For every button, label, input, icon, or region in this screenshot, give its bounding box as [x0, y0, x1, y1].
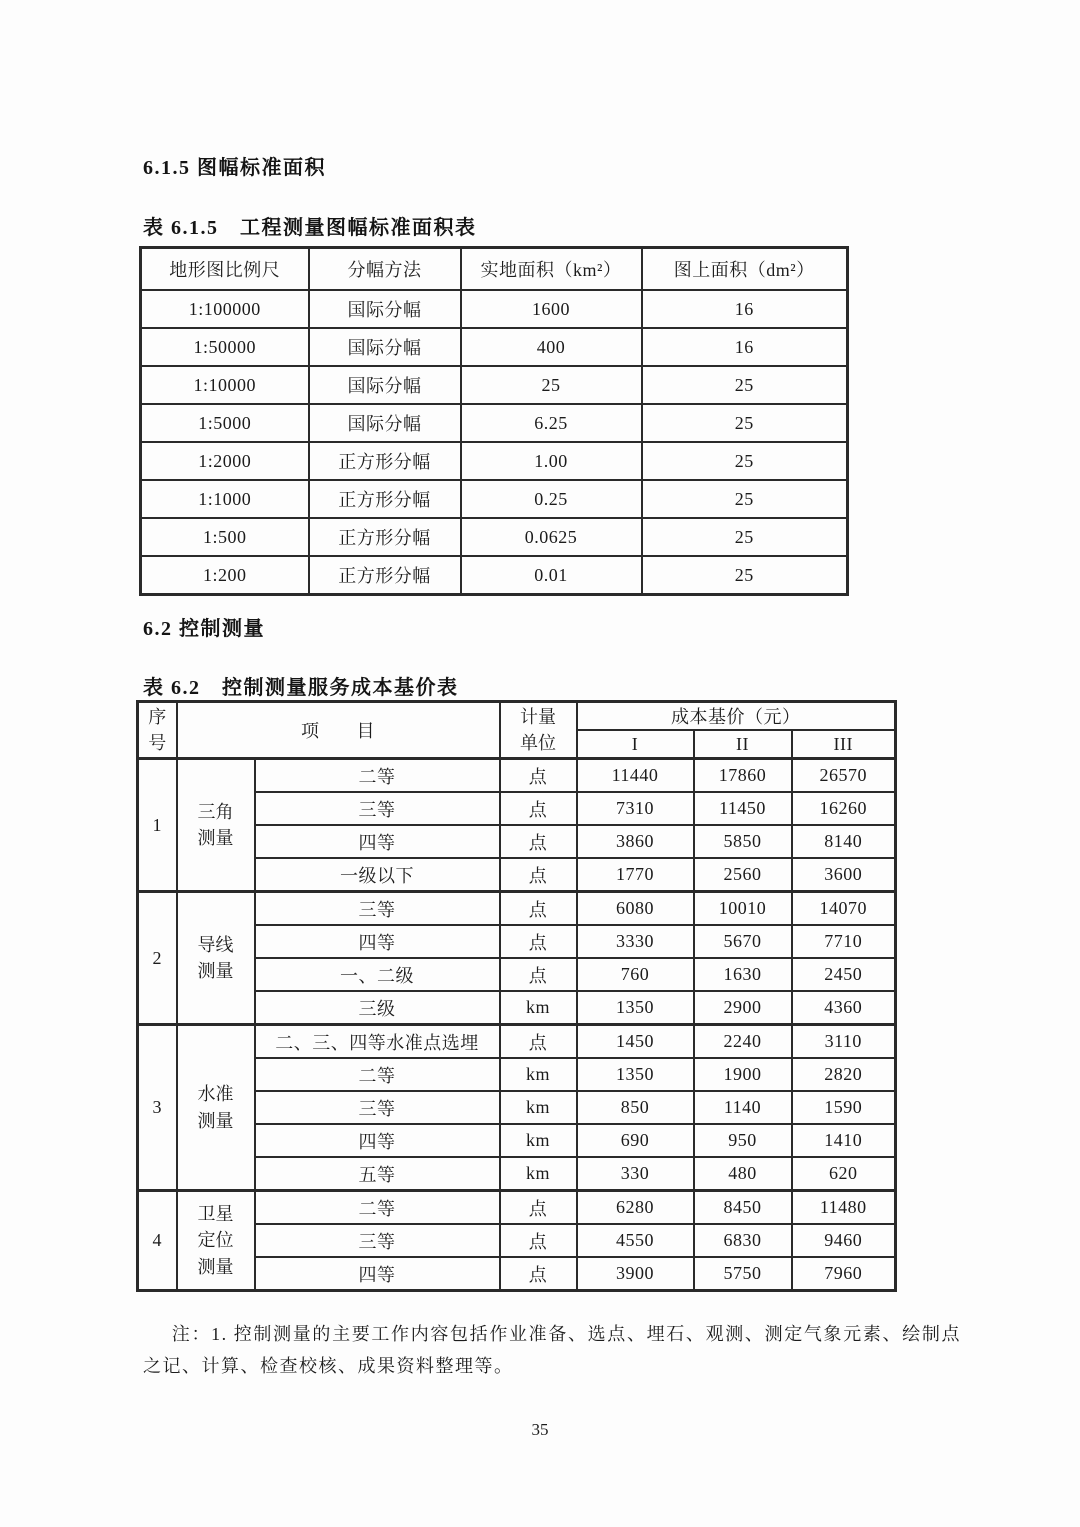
- method-cell: 国际分幅: [309, 404, 461, 442]
- unit-cell: 点: [500, 1025, 577, 1059]
- item-cell: 三级: [255, 991, 500, 1025]
- price-3-cell: 16260: [792, 792, 896, 825]
- price-3-cell: 1410: [792, 1124, 896, 1157]
- unit-cell: 点: [500, 759, 577, 793]
- price-2-cell: 8450: [694, 1191, 792, 1225]
- table-row: [141, 290, 848, 328]
- item-cell: 三等: [255, 792, 500, 825]
- price-1-cell: 330: [577, 1157, 694, 1191]
- price-3-cell: 2450: [792, 958, 896, 991]
- item-cell: 三等: [255, 892, 500, 926]
- t1-col-scale: 地形图比例尺: [141, 248, 309, 291]
- scale-cell: 1:10000: [141, 366, 309, 404]
- t2-col-item: 项 目: [177, 702, 500, 759]
- ground-area-cell: 1.00: [461, 442, 642, 480]
- price-1-cell: 1770: [577, 858, 694, 892]
- map-area-cell: 16: [642, 290, 848, 328]
- price-2-cell: 5670: [694, 925, 792, 958]
- price-2-cell: 2240: [694, 1025, 792, 1059]
- price-2-cell: 5850: [694, 825, 792, 858]
- group-name-label: 三角测量: [197, 801, 234, 848]
- table-row: [141, 442, 848, 480]
- method-cell: 国际分幅: [309, 328, 461, 366]
- unit-cell: km: [500, 991, 577, 1025]
- price-2-cell: 1140: [694, 1091, 792, 1124]
- price-1-cell: 1350: [577, 1058, 694, 1091]
- unit-cell: km: [500, 1157, 577, 1191]
- price-1-cell: 3900: [577, 1257, 694, 1291]
- group-name-cell: [177, 892, 255, 1025]
- t1-col-ground-area: 实地面积（km²）: [461, 248, 642, 291]
- price-1-cell: 690: [577, 1124, 694, 1157]
- scale-cell: 1:2000: [141, 442, 309, 480]
- map-area-cell: 25: [642, 518, 848, 556]
- group-name-cell: [177, 1025, 255, 1191]
- group-name-label: 导线测量: [197, 934, 234, 981]
- unit-cell: km: [500, 1058, 577, 1091]
- t2-col-price: 成本基价（元）: [577, 702, 896, 731]
- price-2-cell: 1630: [694, 958, 792, 991]
- table-note: 注：1. 控制测量的主要工作内容包括作业准备、选点、埋石、观测、测定气象元素、绘制点之记、计算、检查校核、成果资料整理等。: [143, 1324, 961, 1377]
- t2-grade-3: III: [792, 730, 896, 759]
- price-1-cell: 6280: [577, 1191, 694, 1225]
- unit-cell: 点: [500, 792, 577, 825]
- ground-area-cell: 1600: [461, 290, 642, 328]
- scale-cell: 1:100000: [141, 290, 309, 328]
- method-cell: 正方形分幅: [309, 518, 461, 556]
- price-2-cell: 6830: [694, 1224, 792, 1257]
- item-cell: 二、三、四等水准点选埋: [255, 1025, 500, 1059]
- seq-cell: 2: [138, 892, 177, 1025]
- price-1-cell: 760: [577, 958, 694, 991]
- control-survey-cost-table: [136, 700, 897, 1292]
- ground-area-cell: 400: [461, 328, 642, 366]
- price-3-cell: 9460: [792, 1224, 896, 1257]
- table-row: [138, 1025, 896, 1059]
- ground-area-cell: 0.25: [461, 480, 642, 518]
- t1-col-method: 分幅方法: [309, 248, 461, 291]
- price-3-cell: 7710: [792, 925, 896, 958]
- t1-col-map-area: 图上面积（dm²）: [642, 248, 848, 291]
- price-2-cell: 480: [694, 1157, 792, 1191]
- unit-cell: 点: [500, 1257, 577, 1291]
- price-3-cell: 1590: [792, 1091, 896, 1124]
- price-2-cell: 11450: [694, 792, 792, 825]
- unit-cell: 点: [500, 1224, 577, 1257]
- unit-cell: 点: [500, 925, 577, 958]
- scale-cell: 1:500: [141, 518, 309, 556]
- method-cell: 国际分幅: [309, 290, 461, 328]
- section-heading-6-1-5: 6.1.5 图幅标准面积: [143, 157, 326, 179]
- seq-cell: 3: [138, 1025, 177, 1191]
- table-row: [138, 892, 896, 926]
- section-heading-6-2: 6.2 控制测量: [143, 618, 265, 640]
- price-3-cell: 3600: [792, 858, 896, 892]
- price-3-cell: 11480: [792, 1191, 896, 1225]
- unit-cell: 点: [500, 1191, 577, 1225]
- unit-header-label: 计量单位: [519, 706, 556, 753]
- item-cell: 四等: [255, 1257, 500, 1291]
- price-3-cell: 4360: [792, 991, 896, 1025]
- map-sheet-standard-area-table: [139, 246, 849, 596]
- unit-cell: 点: [500, 858, 577, 892]
- item-cell: 三等: [255, 1224, 500, 1257]
- group-name-label: 水准测量: [197, 1084, 234, 1131]
- table-row: [141, 480, 848, 518]
- price-1-cell: 4550: [577, 1224, 694, 1257]
- price-1-cell: 1350: [577, 991, 694, 1025]
- seq-cell: 1: [138, 759, 177, 892]
- scale-cell: 1:1000: [141, 480, 309, 518]
- table-row: [141, 518, 848, 556]
- map-area-cell: 25: [642, 442, 848, 480]
- table-row: [138, 1191, 896, 1225]
- ground-area-cell: 25: [461, 366, 642, 404]
- ground-area-cell: 0.0625: [461, 518, 642, 556]
- t2-grade-2: II: [694, 730, 792, 759]
- table-row: [141, 366, 848, 404]
- method-cell: 正方形分幅: [309, 480, 461, 518]
- table-caption-6-1-5: 表 6.1.5 工程测量图幅标准面积表: [143, 217, 477, 239]
- item-cell: 二等: [255, 1191, 500, 1225]
- method-cell: 正方形分幅: [309, 442, 461, 480]
- price-3-cell: 8140: [792, 825, 896, 858]
- price-1-cell: 3860: [577, 825, 694, 858]
- price-3-cell: 3110: [792, 1025, 896, 1059]
- table-caption-6-2: 表 6.2 控制测量服务成本基价表: [143, 677, 459, 699]
- price-3-cell: 26570: [792, 759, 896, 793]
- unit-cell: km: [500, 1124, 577, 1157]
- item-cell: 一、二级: [255, 958, 500, 991]
- group-name-cell: [177, 759, 255, 892]
- price-2-cell: 5750: [694, 1257, 792, 1291]
- price-3-cell: 620: [792, 1157, 896, 1191]
- t2-col-unit: [500, 702, 577, 759]
- price-2-cell: 950: [694, 1124, 792, 1157]
- item-cell: 四等: [255, 1124, 500, 1157]
- table-row: [138, 759, 896, 793]
- map-area-cell: 16: [642, 328, 848, 366]
- unit-cell: 点: [500, 892, 577, 926]
- price-2-cell: 1900: [694, 1058, 792, 1091]
- price-2-cell: 17860: [694, 759, 792, 793]
- price-2-cell: 10010: [694, 892, 792, 926]
- item-cell: 二等: [255, 1058, 500, 1091]
- ground-area-cell: 0.01: [461, 556, 642, 595]
- seq-header-label: 序号: [148, 706, 167, 753]
- unit-cell: 点: [500, 825, 577, 858]
- map-area-cell: 25: [642, 404, 848, 442]
- unit-cell: 点: [500, 958, 577, 991]
- item-cell: 四等: [255, 825, 500, 858]
- price-1-cell: 1450: [577, 1025, 694, 1059]
- item-cell: 二等: [255, 759, 500, 793]
- scale-cell: 1:50000: [141, 328, 309, 366]
- price-1-cell: 3330: [577, 925, 694, 958]
- price-2-cell: 2560: [694, 858, 792, 892]
- price-3-cell: 14070: [792, 892, 896, 926]
- price-1-cell: 7310: [577, 792, 694, 825]
- price-2-cell: 2900: [694, 991, 792, 1025]
- group-name-label: 卫星定位测量: [197, 1204, 234, 1277]
- item-cell: 三等: [255, 1091, 500, 1124]
- method-cell: 国际分幅: [309, 366, 461, 404]
- unit-cell: km: [500, 1091, 577, 1124]
- method-cell: 正方形分幅: [309, 556, 461, 595]
- item-cell: 一级以下: [255, 858, 500, 892]
- ground-area-cell: 6.25: [461, 404, 642, 442]
- t1-header-row: [141, 248, 848, 291]
- seq-cell: 4: [138, 1191, 177, 1291]
- scale-cell: 1:5000: [141, 404, 309, 442]
- map-area-cell: 25: [642, 366, 848, 404]
- table-row: [141, 404, 848, 442]
- price-3-cell: 7960: [792, 1257, 896, 1291]
- table-row: [141, 556, 848, 595]
- t2-header-row-1: [138, 702, 896, 731]
- map-area-cell: 25: [642, 556, 848, 595]
- group-name-cell: [177, 1191, 255, 1291]
- t2-grade-1: I: [577, 730, 694, 759]
- table-row: [141, 328, 848, 366]
- price-1-cell: 11440: [577, 759, 694, 793]
- page-number: 35: [531, 1420, 549, 1439]
- item-cell: 四等: [255, 925, 500, 958]
- price-1-cell: 6080: [577, 892, 694, 926]
- t2-col-seq: [138, 702, 177, 759]
- scale-cell: 1:200: [141, 556, 309, 595]
- map-area-cell: 25: [642, 480, 848, 518]
- price-1-cell: 850: [577, 1091, 694, 1124]
- item-cell: 五等: [255, 1157, 500, 1191]
- price-3-cell: 2820: [792, 1058, 896, 1091]
